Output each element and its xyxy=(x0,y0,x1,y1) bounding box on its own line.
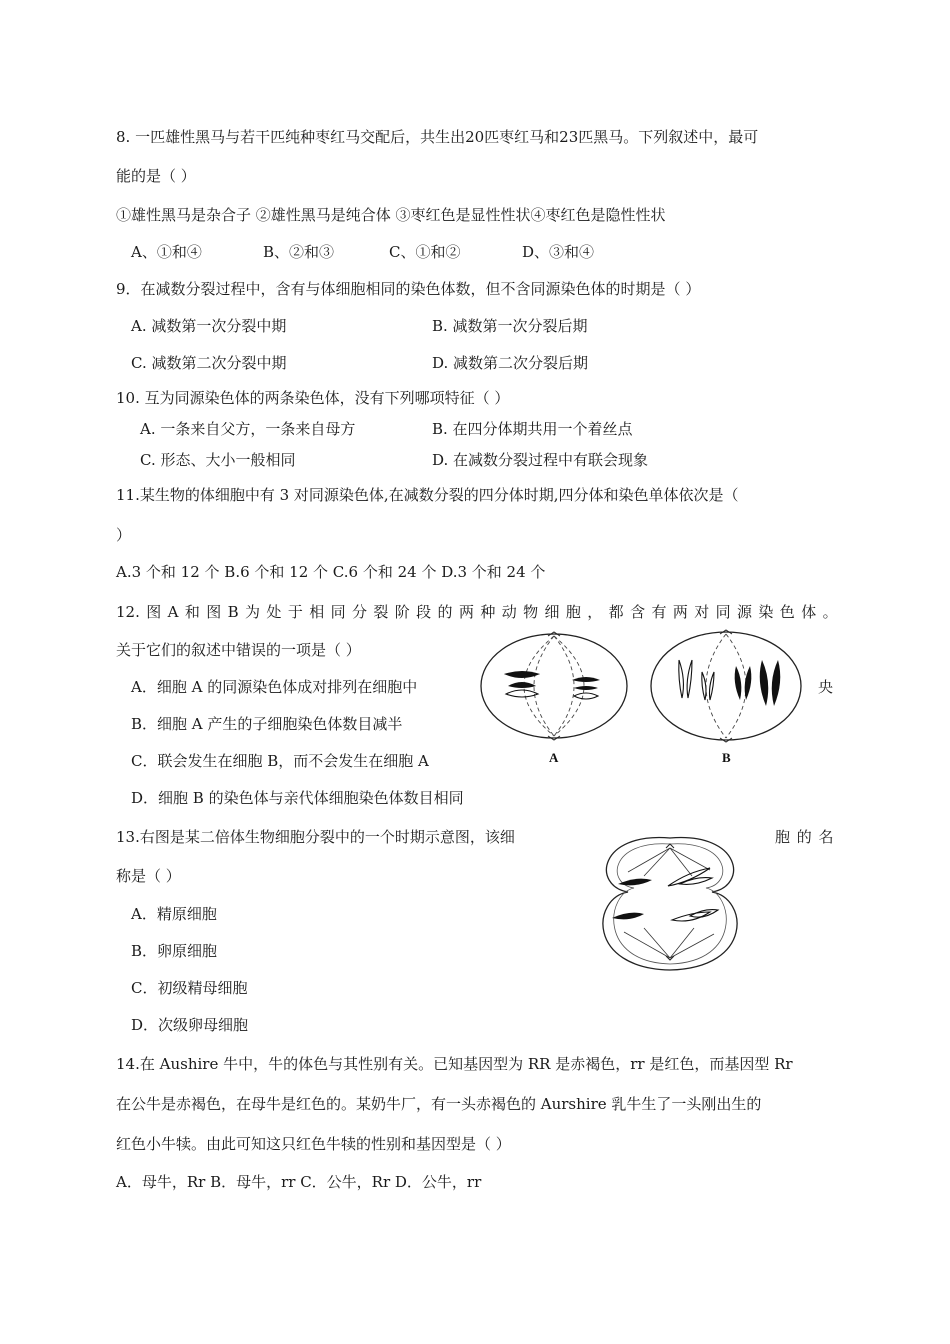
q12-stem-char: 体 xyxy=(801,603,817,621)
q12-option-c: C．联会发生在细胞 B，而不会发生在细胞 A xyxy=(131,752,429,770)
q9-option-d: D. 减数第二次分裂后期 xyxy=(432,354,589,372)
q12-stem-char: 图 xyxy=(206,603,222,621)
q12-stem-char: 同 xyxy=(330,603,346,621)
q12-stem-char: A xyxy=(167,603,179,621)
q12-stem-char: 和 xyxy=(184,603,200,621)
q12-stem-char: 于 xyxy=(287,603,303,621)
q10-option-d: D. 在减数分裂过程中有联会现象 xyxy=(432,451,649,469)
q13-option-a: A．精原细胞 xyxy=(131,905,217,923)
q8-option-b: B、②和③ xyxy=(263,243,335,261)
q12-stem-char: 为 xyxy=(245,603,261,621)
cell-division-figure-q13 xyxy=(588,828,752,978)
q10-option-a: A. 一条来自父方，一条来自母方 xyxy=(140,420,356,438)
q13-stem: 13.右图是某二倍体生物细胞分裂中的一个时期示意图，该细 xyxy=(116,828,515,846)
q12-stem-char: 段 xyxy=(416,603,432,621)
q12-stem-char: 染 xyxy=(758,603,774,621)
q12-stem-char: 两 xyxy=(672,603,688,621)
q9-option-b: B. 减数第一次分裂后期 xyxy=(432,317,588,335)
q12-stem-char: ， xyxy=(587,603,603,621)
q12-stem-char: 含 xyxy=(630,603,646,621)
q13-option-d: D．次级卵母细胞 xyxy=(131,1016,249,1034)
q13-stem-cont: 称是（ ） xyxy=(116,867,181,885)
q12-stem-char: 分 xyxy=(351,603,367,621)
cell-b-diagram xyxy=(651,630,801,765)
q13-option-b: B．卵原细胞 xyxy=(131,942,218,960)
q13-stem-tail: 胞 的 名 xyxy=(775,828,834,846)
q14-options: A．母牛，Rr B．母牛，rr C．公牛，Rr D．公牛，rr xyxy=(116,1173,482,1191)
q9-stem: 9．在减数分裂过程中，含有与体细胞相同的染色体数，但不含同源染色体的时期是（ ） xyxy=(116,280,701,298)
q10-stem: 10. 互为同源染色体的两条染色体，没有下列哪项特征（ ） xyxy=(116,389,510,407)
q13-option-c: C．初级精母细胞 xyxy=(131,979,248,997)
q14-line2: 在公牛是赤褐色，在母牛是红色的。某奶牛厂，有一头赤褐色的 Aurshire 乳牛生了一头刚出生的 xyxy=(116,1095,762,1113)
q12-stem-char: 同 xyxy=(715,603,731,621)
q9-option-a: A. 减数第一次分裂中期 xyxy=(131,317,287,335)
q12-stem-char: 裂 xyxy=(373,603,389,621)
q12-stem-char: 阶 xyxy=(394,603,410,621)
q12-stem-char: 胞 xyxy=(565,603,581,621)
q12-stem-char: 12. xyxy=(116,603,140,621)
fig-label-b: B xyxy=(722,750,731,765)
q12-stem-char: 对 xyxy=(694,603,710,621)
cell-division-figure-ab xyxy=(474,628,814,768)
q8-statements: ①雄性黑马是杂合子 ②雄性黑马是纯合体 ③枣红色是显性性状④枣红色是隐性性状 xyxy=(116,206,666,224)
q9-option-c: C. 减数第二次分裂中期 xyxy=(131,354,287,372)
q12-stem-char: 色 xyxy=(779,603,795,621)
q12-stem-char: 动 xyxy=(501,603,517,621)
q12-stem-char: 相 xyxy=(309,603,325,621)
q12-stem-char: 种 xyxy=(480,603,496,621)
q8-option-a: A、①和④ xyxy=(131,243,202,261)
q8-stem-cont: 能的是（ ） xyxy=(116,167,196,185)
q12-stem-char: 源 xyxy=(737,603,753,621)
q12-stem-char: 物 xyxy=(523,603,539,621)
q12-stem-char: 的 xyxy=(437,603,453,621)
cell-a-diagram xyxy=(481,632,627,765)
q12-stem-char: 细 xyxy=(544,603,560,621)
q8-stem: 8. 一匹雄性黑马与若干匹纯种枣红马交配后，共生出20匹枣红马和23匹黑马。下列叙述中，最可 xyxy=(116,128,759,146)
q12-stem-char: 图 xyxy=(146,603,162,621)
q14-line1: 14.在 Aushire 牛中，牛的体色与其性别有关。已知基因型为 RR 是赤褐色，rr 是红色，而基因型 Rr xyxy=(116,1055,793,1073)
q14-line3: 红色小牛犊。由此可知这只红色牛犊的性别和基因型是（ ） xyxy=(116,1135,511,1153)
q12-option-b: B．细胞 A 产生的子细胞染色体数目减半 xyxy=(131,715,403,733)
q12-stem-char: 。 xyxy=(822,603,838,621)
q11-stem: 11.某生物的体细胞中有 3 对同源染色体,在减数分裂的四分体时期,四分体和染色单体依次是（ xyxy=(116,486,739,504)
q10-option-c: C. 形态、大小一般相同 xyxy=(140,451,296,469)
q8-option-c: C、①和② xyxy=(389,243,461,261)
q12-option-a: A．细胞 A 的同源染色体成对排列在细胞中 xyxy=(131,678,418,696)
q12-stem-char: 有 xyxy=(651,603,667,621)
q11-stem-cont: ） xyxy=(116,526,132,544)
fig-label-a: A xyxy=(549,750,559,765)
q11-options: A.3 个和 12 个 B.6 个和 12 个 C.6 个和 24 个 D.3 个和 24 个 xyxy=(116,563,546,581)
q12-stem-char: 都 xyxy=(608,603,624,621)
q12-stem-char: B xyxy=(227,603,239,621)
q12-stem xyxy=(116,602,838,622)
q12-stem-char: 处 xyxy=(266,603,282,621)
q12-stem-char: 两 xyxy=(458,603,474,621)
q12-option-d: D．细胞 B 的染色体与亲代体细胞染色体数目相同 xyxy=(131,789,464,807)
q8-option-d: D、③和④ xyxy=(522,243,595,261)
q10-option-b: B. 在四分体期共用一个着丝点 xyxy=(432,420,633,438)
q12-stem-cont: 关于它们的叙述中错误的一项是（ ） xyxy=(116,641,361,659)
q12-option-a-tail: 央 xyxy=(818,678,834,696)
